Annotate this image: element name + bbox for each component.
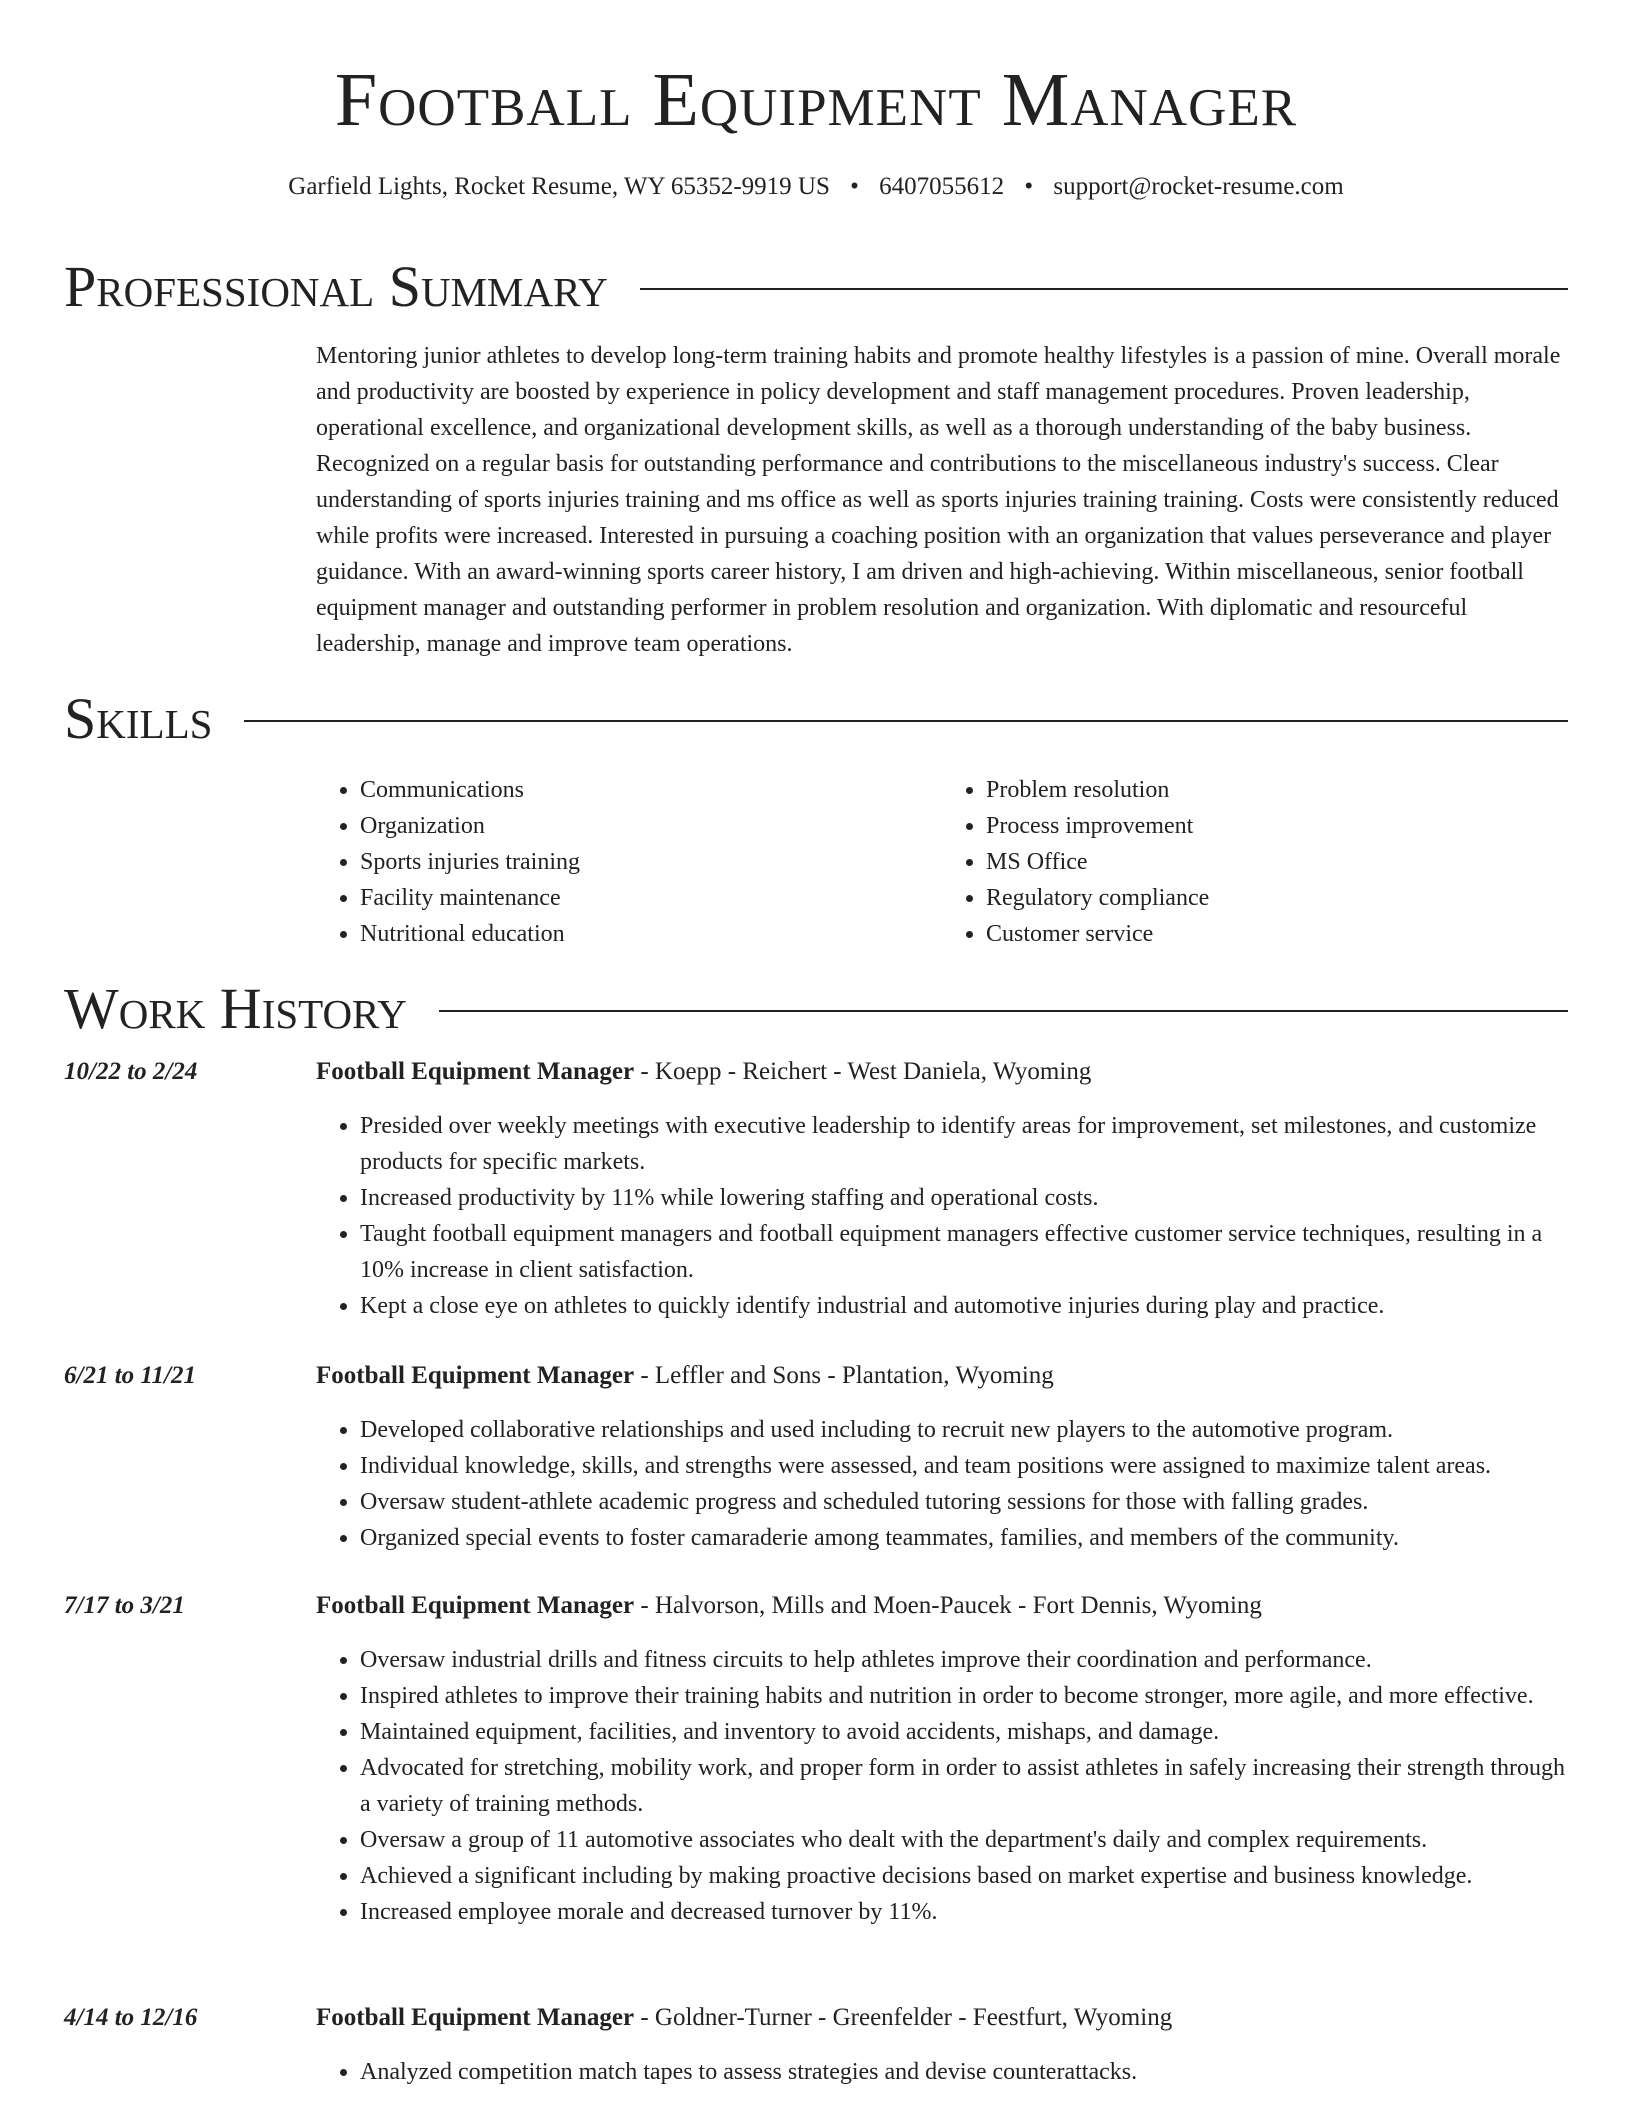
skill-item: • Facility maintenance [360, 880, 942, 916]
skill-item: • Organization [360, 808, 942, 844]
job-bullet: • Kept a close eye on athletes to quickly identify industrial and automotive injuries during play and practice. [360, 1288, 1568, 1324]
job-bullets [316, 1642, 1568, 1930]
job-bullets [316, 1108, 1568, 1324]
contact-address: Garfield Lights, Rocket Resume, WY 65352-9919 US [288, 173, 830, 200]
job-bullet: • Oversaw a group of 11 automotive associates who dealt with the department's daily and complex requirements. [360, 1822, 1568, 1858]
section-divider [244, 720, 1568, 722]
job-title-line [316, 2000, 1568, 2036]
job-bullet: • Increased employee morale and decreased turnover by 11%. [360, 1894, 1568, 1930]
job-bullet: • Developed collaborative relationships and used including to recruit new players to the automotive program. [360, 1412, 1568, 1448]
resume-name: Football Equipment Manager [334, 58, 1298, 142]
job-bullets [316, 2054, 1568, 2090]
job-dates: 10/22 to 2/24 [64, 1058, 198, 1085]
job-bullet: • Increased productivity by 11% while lowering staffing and operational costs. [360, 1180, 1568, 1216]
job-bullet: • Oversaw industrial drills and fitness circuits to help athletes improve their coordination and performance. [360, 1642, 1568, 1678]
section-divider [640, 288, 1568, 290]
summary-paragraph: Mentoring junior athletes to develop long-term training habits and promote healthy lifestyles is a passion of mine. Overall morale and productivity are boosted by experience in policy development and staff management procedures. Proven leadership, operational excellence, and organizational development skills, as well as a thorough understanding of the baby business. Recognized on a regular basis for outstanding performance and contributions to the miscellaneous industry's success. Clear understanding of sports injuries training and ms office as well as sports injuries training training. Costs were consistently reduced while profits were increased. Interested in pursuing a coaching position with an organization that values perseverance and player guidance. With an award-winning sports career history, I am driven and high-achieving. Within miscellaneous, senior football equipment manager and outstanding performer in problem resolution and organization. With diplomatic and resourceful leadership, manage and improve team operations. [316, 343, 1561, 657]
skills-section-title: Skills [64, 686, 213, 751]
skill-item: • Communications [360, 772, 942, 808]
job-bullet: • Individual knowledge, skills, and strengths were assessed, and team positions were assigned to maximize talent areas. [360, 1448, 1568, 1484]
work-section-header [64, 976, 1568, 1041]
job-title-line [316, 1054, 1568, 1090]
skills-column-right [942, 772, 1568, 952]
job-role: Football Equipment Manager [316, 1592, 635, 1619]
job-role: Football Equipment Manager [316, 1058, 635, 1085]
contact-separator: • [1024, 173, 1034, 200]
job-bullet: • Presided over weekly meetings with executive leadership to identify areas for improvement, set milestones, and customize products for specific markets. [360, 1108, 1568, 1180]
work-section-title: Work History [64, 976, 407, 1041]
contact-phone: 6407055612 [879, 173, 1005, 200]
job-dates: 4/14 to 12/16 [64, 2004, 198, 2031]
job-title-line [316, 1358, 1568, 1394]
skill-item: • Process improvement [986, 808, 1568, 844]
job-bullet: • Oversaw student-athlete academic progress and scheduled tutoring sessions for those with falling grades. [360, 1484, 1568, 1520]
job-bullet: • Maintained equipment, facilities, and inventory to avoid accidents, mishaps, and damage. [360, 1714, 1568, 1750]
skills-section-header [64, 686, 1568, 751]
job-title-line [316, 1588, 1568, 1624]
skill-item: • Customer service [986, 916, 1568, 952]
job-bullet: • Taught football equipment managers and football equipment managers effective customer service techniques, resulting in a 10% increase in client satisfaction. [360, 1216, 1568, 1288]
job-role: Football Equipment Manager [316, 1362, 635, 1389]
job-bullet: • Inspired athletes to improve their training habits and nutrition in order to become stronger, more agile, and more effective. [360, 1678, 1568, 1714]
job-dates: 6/21 to 11/21 [64, 1362, 196, 1389]
job-bullet: • Achieved a significant including by making proactive decisions based on market expertise and business knowledge. [360, 1858, 1568, 1894]
skill-item: • MS Office [986, 844, 1568, 880]
job-details: - Koepp - Reichert - West Daniela, Wyoming [634, 1058, 1092, 1085]
contact-email: support@rocket-resume.com [1053, 173, 1344, 200]
job-details: - Leffler and Sons - Plantation, Wyoming [634, 1362, 1054, 1389]
job-bullets [316, 1412, 1568, 1556]
job-dates: 7/17 to 3/21 [64, 1592, 185, 1619]
summary-section-title: Professional Summary [64, 254, 608, 319]
skill-item: • Sports injuries training [360, 844, 942, 880]
job-role: Football Equipment Manager [316, 2004, 635, 2031]
skills-column-left [316, 772, 942, 952]
job-details: - Halvorson, Mills and Moen-Paucek - Fort Dennis, Wyoming [634, 1592, 1262, 1619]
skill-item: • Regulatory compliance [986, 880, 1568, 916]
contact-line [0, 170, 1632, 204]
skill-item: • Nutritional education [360, 916, 942, 952]
summary-section-header [64, 254, 1568, 319]
section-divider [439, 1010, 1568, 1012]
job-bullet: • Organized special events to foster camaraderie among teammates, families, and members of the community. [360, 1520, 1568, 1556]
skill-item: • Problem resolution [986, 772, 1568, 808]
job-bullet: • Advocated for stretching, mobility work, and proper form in order to assist athletes in safely increasing their strength through a variety of training methods. [360, 1750, 1568, 1822]
contact-separator: • [850, 173, 859, 200]
job-details: - Goldner-Turner - Greenfelder - Feestfurt, Wyoming [634, 2004, 1173, 2031]
job-bullet: • Analyzed competition match tapes to assess strategies and devise counterattacks. [360, 2054, 1568, 2090]
skills-list [316, 772, 1568, 952]
